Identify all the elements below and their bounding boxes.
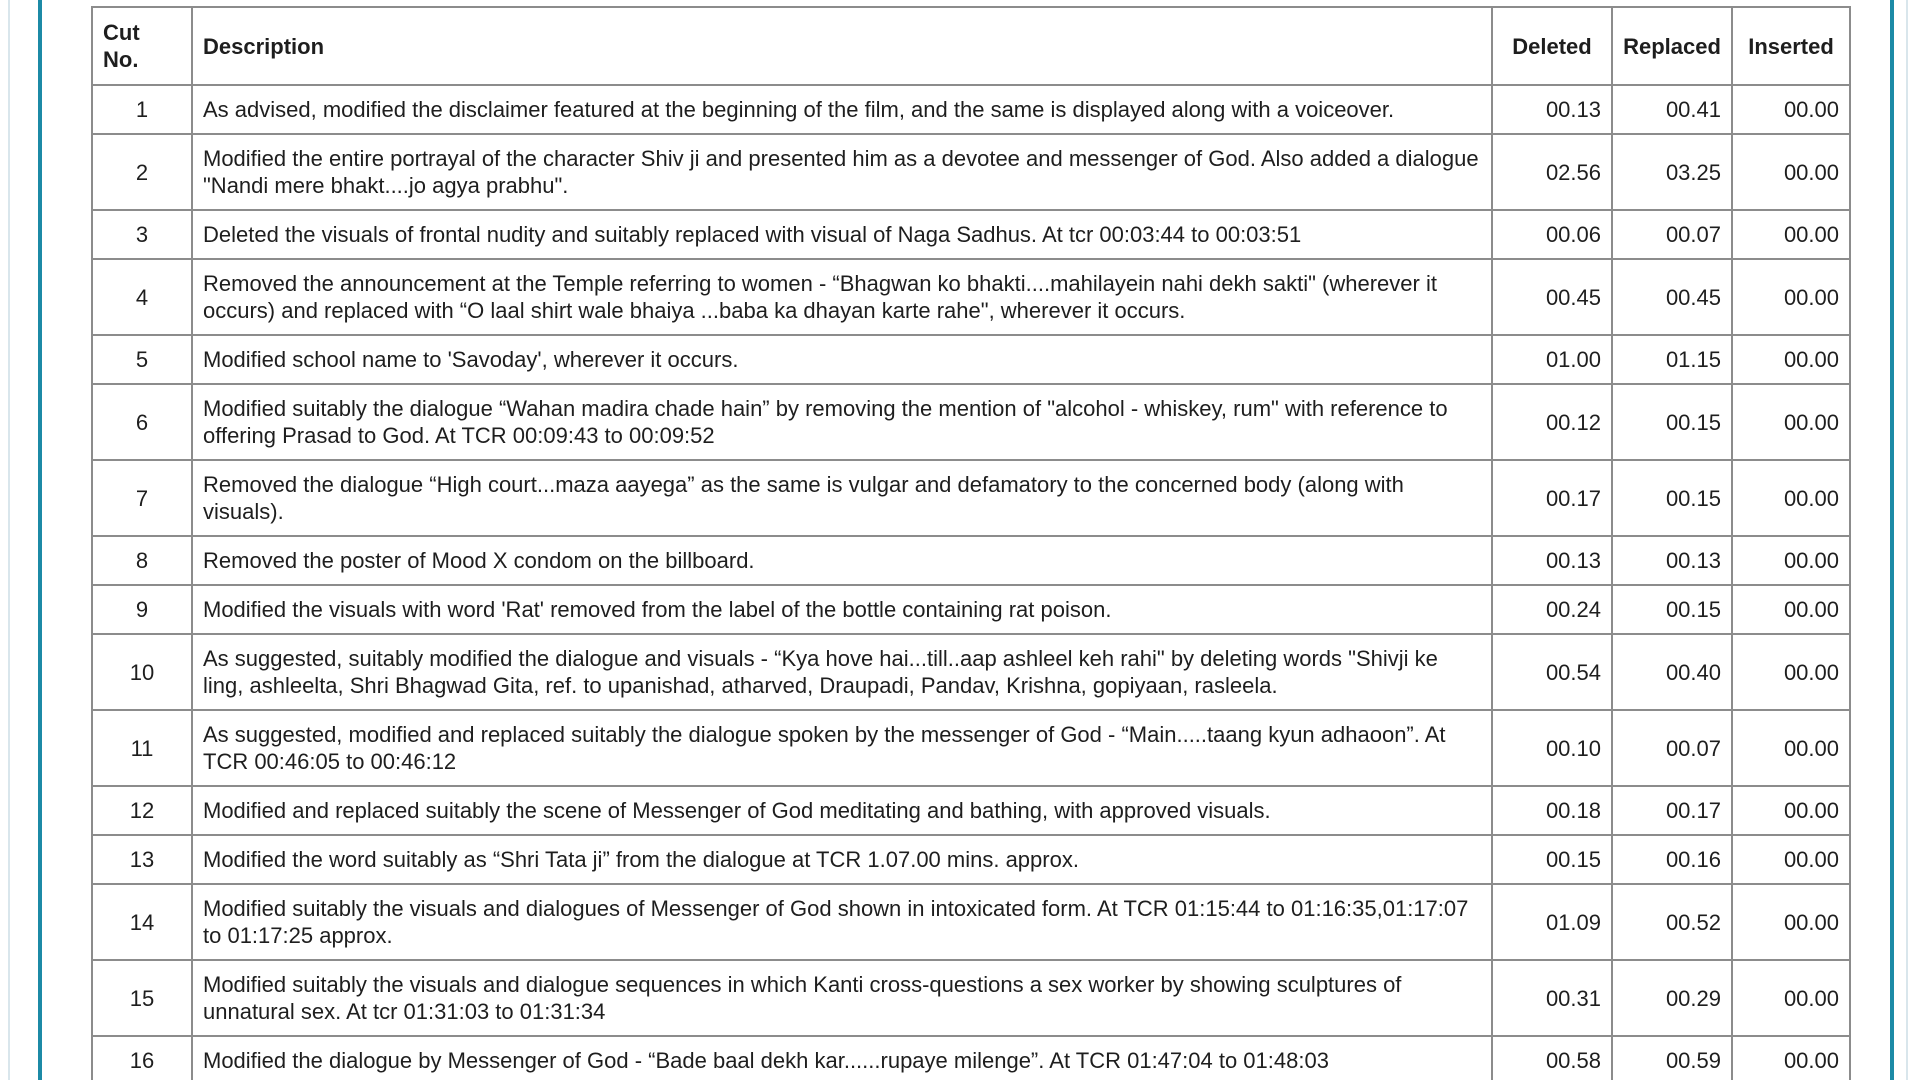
cell-deleted: 00.12 bbox=[1492, 384, 1612, 460]
cell-replaced: 00.41 bbox=[1612, 85, 1732, 134]
cell-description: As advised, modified the disclaimer featured at the beginning of the film, and the same is displayed along with a voiceover. bbox=[192, 85, 1492, 134]
cell-replaced: 00.15 bbox=[1612, 384, 1732, 460]
cell-replaced: 00.52 bbox=[1612, 884, 1732, 960]
cell-cut-no: 12 bbox=[92, 786, 192, 835]
cell-deleted: 00.45 bbox=[1492, 259, 1612, 335]
table-row bbox=[92, 210, 1850, 259]
table-row bbox=[92, 786, 1850, 835]
cell-deleted: 00.58 bbox=[1492, 1036, 1612, 1080]
table-row bbox=[92, 134, 1850, 210]
cell-deleted: 02.56 bbox=[1492, 134, 1612, 210]
cell-description: Removed the poster of Mood X condom on the billboard. bbox=[192, 536, 1492, 585]
cell-deleted: 00.18 bbox=[1492, 786, 1612, 835]
cell-inserted: 00.00 bbox=[1732, 960, 1850, 1036]
table-row bbox=[92, 384, 1850, 460]
cell-cut-no: 16 bbox=[92, 1036, 192, 1080]
cell-inserted: 00.00 bbox=[1732, 786, 1850, 835]
cell-cut-no: 2 bbox=[92, 134, 192, 210]
table-row bbox=[92, 536, 1850, 585]
cell-inserted: 00.00 bbox=[1732, 460, 1850, 536]
cell-replaced: 00.29 bbox=[1612, 960, 1732, 1036]
cell-cut-no: 10 bbox=[92, 634, 192, 710]
header-replaced: Replaced bbox=[1612, 7, 1732, 85]
cell-description: Modified and replaced suitably the scene of Messenger of God meditating and bathing, with approved visuals. bbox=[192, 786, 1492, 835]
table-row bbox=[92, 835, 1850, 884]
table-row bbox=[92, 259, 1850, 335]
cell-inserted: 00.00 bbox=[1732, 634, 1850, 710]
cell-replaced: 01.15 bbox=[1612, 335, 1732, 384]
cell-deleted: 00.13 bbox=[1492, 536, 1612, 585]
cell-description: Modified suitably the dialogue “Wahan madira chade hain” by removing the mention of "alcohol - whiskey, rum" with reference to offering Prasad to God. At TCR 00:09:43 to 00:09:52 bbox=[192, 384, 1492, 460]
cell-cut-no: 11 bbox=[92, 710, 192, 786]
cell-description: As suggested, suitably modified the dialogue and visuals - “Kya hove hai...till..aap ashleel keh rahi" by deleting words "Shivji ke ling, ashleelta, Shri Bhagwad Gita, ref. to upanishad, atharved, Draupadi, Pandav, Krishna, gopiyaan, rasleela. bbox=[192, 634, 1492, 710]
table-row bbox=[92, 585, 1850, 634]
cell-deleted: 00.10 bbox=[1492, 710, 1612, 786]
cell-cut-no: 4 bbox=[92, 259, 192, 335]
cell-inserted: 00.00 bbox=[1732, 134, 1850, 210]
cell-description: Modified the dialogue by Messenger of God - “Bade baal dekh kar......rupaye milenge”. At TCR 01:47:04 to 01:48:03 bbox=[192, 1036, 1492, 1080]
cell-replaced: 00.59 bbox=[1612, 1036, 1732, 1080]
cuts-table-container bbox=[91, 6, 1851, 1080]
cell-cut-no: 14 bbox=[92, 884, 192, 960]
header-cut-no: Cut No. bbox=[92, 7, 192, 85]
table-row bbox=[92, 960, 1850, 1036]
cell-replaced: 00.07 bbox=[1612, 210, 1732, 259]
cell-replaced: 00.17 bbox=[1612, 786, 1732, 835]
cell-inserted: 00.00 bbox=[1732, 384, 1850, 460]
cell-cut-no: 9 bbox=[92, 585, 192, 634]
cell-deleted: 00.17 bbox=[1492, 460, 1612, 536]
right-accent-line bbox=[1890, 0, 1894, 1080]
cell-inserted: 00.00 bbox=[1732, 884, 1850, 960]
cell-description: As suggested, modified and replaced suitably the dialogue spoken by the messenger of God - “Main.....taang kyun adhaoon”. At TCR 00:46:05 to 00:46:12 bbox=[192, 710, 1492, 786]
cell-cut-no: 3 bbox=[92, 210, 192, 259]
cell-description: Deleted the visuals of frontal nudity and suitably replaced with visual of Naga Sadhus. At tcr 00:03:44 to 00:03:51 bbox=[192, 210, 1492, 259]
cell-replaced: 00.15 bbox=[1612, 585, 1732, 634]
cell-description: Modified the word suitably as “Shri Tata ji” from the dialogue at TCR 1.07.00 mins. approx. bbox=[192, 835, 1492, 884]
cell-deleted: 00.24 bbox=[1492, 585, 1612, 634]
cell-replaced: 00.16 bbox=[1612, 835, 1732, 884]
cell-inserted: 00.00 bbox=[1732, 585, 1850, 634]
cell-replaced: 00.40 bbox=[1612, 634, 1732, 710]
cell-description: Modified suitably the visuals and dialogues of Messenger of God shown in intoxicated form. At TCR 01:15:44 to 01:16:35,01:17:07 to 01:17:25 approx. bbox=[192, 884, 1492, 960]
cell-cut-no: 8 bbox=[92, 536, 192, 585]
cell-replaced: 00.15 bbox=[1612, 460, 1732, 536]
cell-replaced: 00.13 bbox=[1612, 536, 1732, 585]
cell-inserted: 00.00 bbox=[1732, 85, 1850, 134]
cell-cut-no: 5 bbox=[92, 335, 192, 384]
header-description: Description bbox=[192, 7, 1492, 85]
cell-inserted: 00.00 bbox=[1732, 710, 1850, 786]
left-frame-line bbox=[8, 0, 10, 1080]
cell-deleted: 01.09 bbox=[1492, 884, 1612, 960]
cell-deleted: 00.31 bbox=[1492, 960, 1612, 1036]
table-row bbox=[92, 884, 1850, 960]
table-header-row bbox=[92, 7, 1850, 85]
cell-replaced: 00.45 bbox=[1612, 259, 1732, 335]
cell-deleted: 01.00 bbox=[1492, 335, 1612, 384]
cuts-table bbox=[91, 6, 1851, 1080]
cell-inserted: 00.00 bbox=[1732, 259, 1850, 335]
header-inserted: Inserted bbox=[1732, 7, 1850, 85]
table-row bbox=[92, 710, 1850, 786]
cell-cut-no: 13 bbox=[92, 835, 192, 884]
header-deleted: Deleted bbox=[1492, 7, 1612, 85]
cell-replaced: 00.07 bbox=[1612, 710, 1732, 786]
cell-deleted: 00.13 bbox=[1492, 85, 1612, 134]
cell-inserted: 00.00 bbox=[1732, 1036, 1850, 1080]
cell-inserted: 00.00 bbox=[1732, 335, 1850, 384]
cell-deleted: 00.15 bbox=[1492, 835, 1612, 884]
table-row bbox=[92, 335, 1850, 384]
cell-description: Modified school name to 'Savoday', wherever it occurs. bbox=[192, 335, 1492, 384]
cell-cut-no: 1 bbox=[92, 85, 192, 134]
table-row bbox=[92, 634, 1850, 710]
cell-cut-no: 7 bbox=[92, 460, 192, 536]
table-row bbox=[92, 460, 1850, 536]
cell-inserted: 00.00 bbox=[1732, 536, 1850, 585]
left-accent-line bbox=[38, 0, 42, 1080]
cell-deleted: 00.06 bbox=[1492, 210, 1612, 259]
cell-description: Modified suitably the visuals and dialogue sequences in which Kanti cross-questions a sex worker by showing sculptures of unnatural sex. At tcr 01:31:03 to 01:31:34 bbox=[192, 960, 1492, 1036]
table-row bbox=[92, 85, 1850, 134]
cell-cut-no: 15 bbox=[92, 960, 192, 1036]
cell-description: Modified the visuals with word 'Rat' removed from the label of the bottle containing rat poison. bbox=[192, 585, 1492, 634]
cell-inserted: 00.00 bbox=[1732, 210, 1850, 259]
cell-cut-no: 6 bbox=[92, 384, 192, 460]
right-frame-line bbox=[1906, 0, 1908, 1080]
cell-description: Removed the announcement at the Temple referring to women - “Bhagwan ko bhakti....mahilayein nahi dekh sakti" (wherever it occurs) and replaced with “O laal shirt wale bhaiya ...baba ka dhayan karte rahe", wherever it occurs. bbox=[192, 259, 1492, 335]
cell-inserted: 00.00 bbox=[1732, 835, 1850, 884]
cell-deleted: 00.54 bbox=[1492, 634, 1612, 710]
cell-description: Modified the entire portrayal of the character Shiv ji and presented him as a devotee and messenger of God. Also added a dialogue "Nandi mere bhakt....jo agya prabhu". bbox=[192, 134, 1492, 210]
table-row bbox=[92, 1036, 1850, 1080]
cell-replaced: 03.25 bbox=[1612, 134, 1732, 210]
cell-description: Removed the dialogue “High court...maza aayega” as the same is vulgar and defamatory to the concerned body (along with visuals). bbox=[192, 460, 1492, 536]
